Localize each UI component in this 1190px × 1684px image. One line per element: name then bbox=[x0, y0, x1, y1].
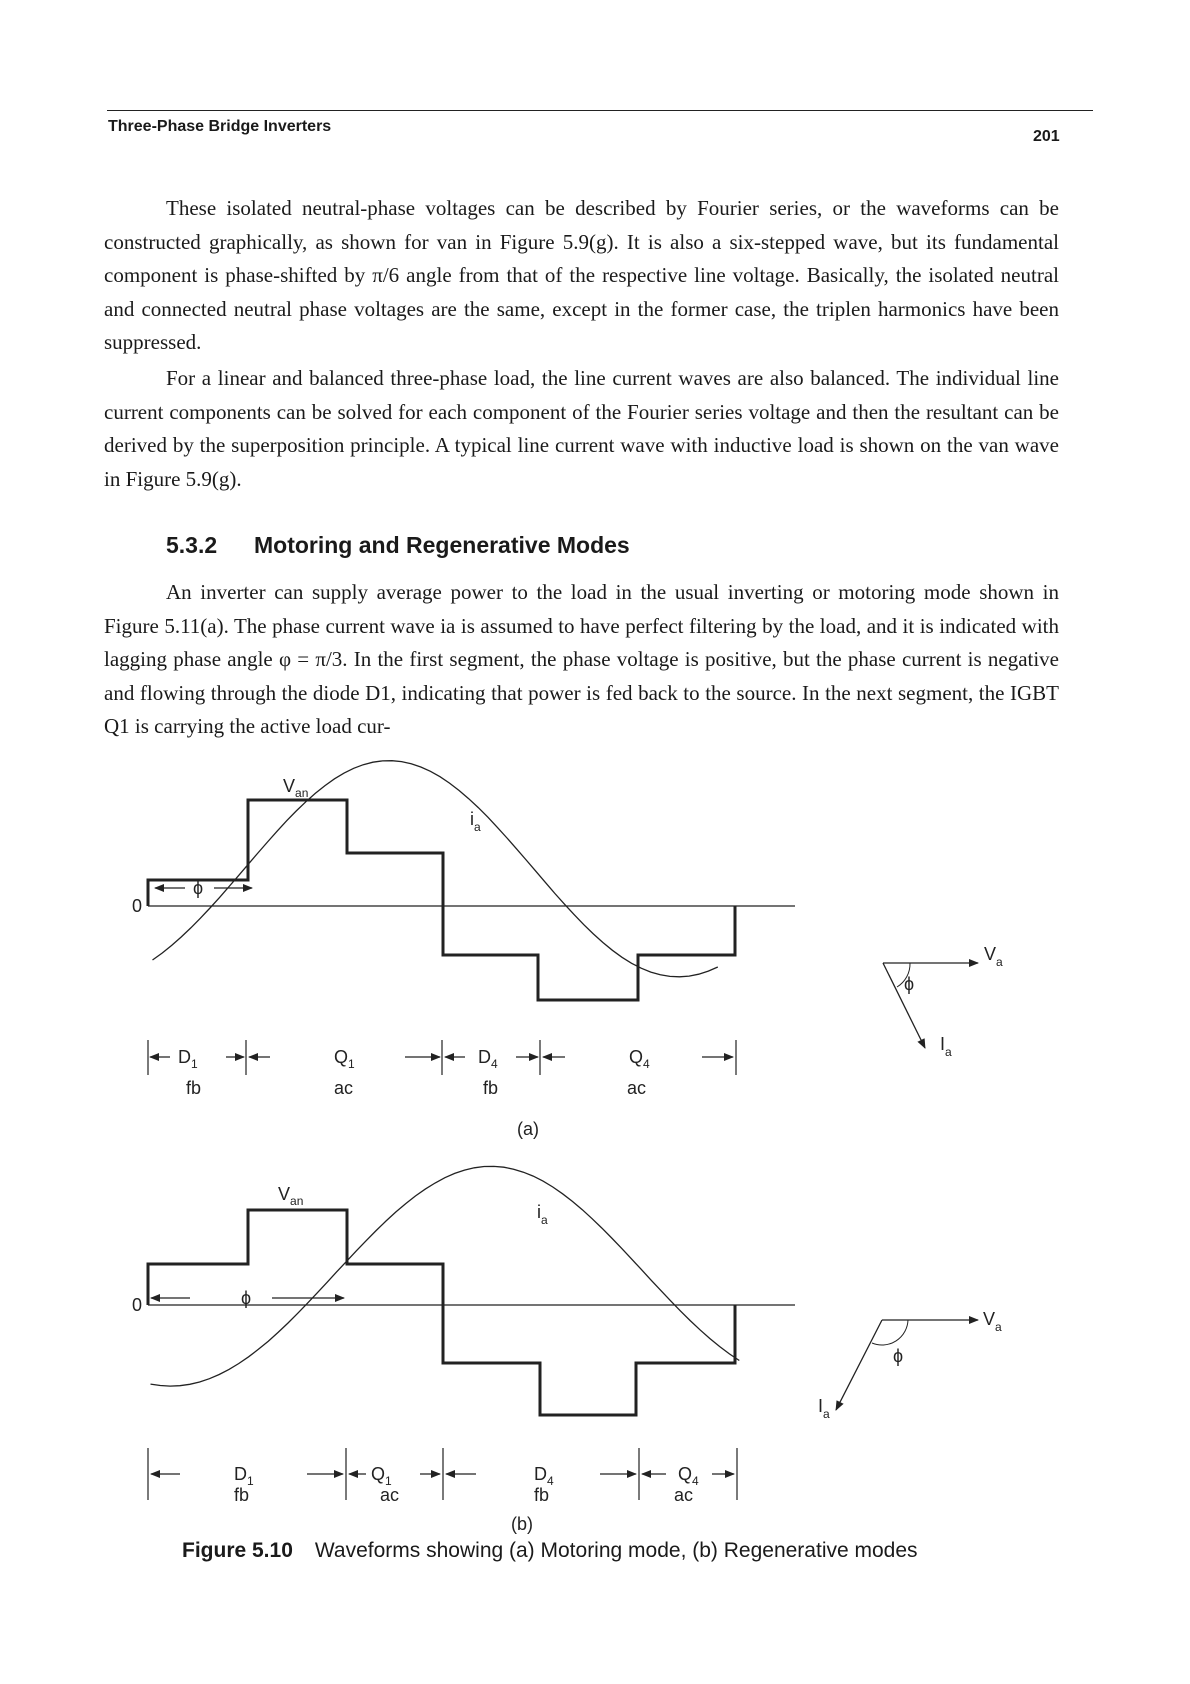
panel-a-van-label: $V_{an}$ bbox=[283, 776, 309, 800]
panel-b-seg-2-mode: ac bbox=[380, 1485, 400, 1505]
panel-b-seg-3-device: $D_4$ bbox=[534, 1464, 554, 1488]
panel-a-seg-3-device: $D_4$ bbox=[478, 1047, 498, 1071]
caption-label: Figure 5.10 bbox=[182, 1539, 293, 1562]
panel-a-seg-3-mode: fb bbox=[483, 1078, 499, 1098]
section-number: 5.3.2 bbox=[166, 532, 218, 558]
panel-b-seg-3-mode: fb bbox=[534, 1485, 550, 1505]
panel-b-phasor-ia bbox=[836, 1320, 882, 1410]
panel-b-van-wave bbox=[148, 1210, 735, 1415]
panel-a-seg-2-mode: ac bbox=[334, 1078, 354, 1098]
panel-b-ia-wave bbox=[151, 1166, 740, 1386]
panel-b-phi-label: ϕ bbox=[241, 1288, 252, 1308]
panel-b-origin: 0 bbox=[132, 1295, 143, 1315]
panel-a-seg-2-device: $Q_1$ bbox=[334, 1047, 355, 1071]
panel-a-phi-label: ϕ bbox=[193, 878, 204, 898]
paragraph-3: An inverter can supply average power to the load in the usual inverting or motoring mode shown in Figure 5.11(a). The phase current wave ia is assumed to have perfect filtering by the load, and it is indicated with lagging phase angle φ = π/3. In the first segment, the phase voltage is positive, but the phase current is negative and flowing through the diode D1, indicating that power is fed back to the source. In the next segment, the IGBT Q1 is carrying the active load cur- bbox=[104, 580, 1059, 738]
panel-a-phasor-phi: ϕ bbox=[904, 974, 915, 994]
panel-b-seg-2-device: $Q_1$ bbox=[371, 1464, 392, 1488]
running-head: Three-Phase Bridge Inverters bbox=[108, 118, 332, 135]
panel-a-seg-1-device: $D_1$ bbox=[178, 1047, 198, 1071]
panel-b-phasor bbox=[818, 1309, 1002, 1421]
panel-a-ia-wave bbox=[153, 761, 718, 977]
panel-a-origin: 0 bbox=[132, 896, 143, 916]
panel-b-phasor-ia-label: $I_a$ bbox=[818, 1396, 830, 1421]
page-number: 201 bbox=[1033, 128, 1060, 145]
caption-text: Waveforms showing (a) Motoring mode, (b) Regenerative modes bbox=[314, 1539, 918, 1562]
panel-b-van-label: $V_{an}$ bbox=[278, 1184, 304, 1208]
panel-b-seg-1-device: $D_1$ bbox=[234, 1464, 254, 1488]
paragraph-2: For a linear and balanced three-phase load, the line current waves are also balanced. The individual line current components can be solved for each component of the Fourier series voltage and then the resultant can be derived by the superposition principle. A typical line current wave with inductive load is shown on the van wave in Figure 5.9(g). bbox=[104, 366, 1059, 491]
panel-b-seg-1-mode: fb bbox=[234, 1485, 250, 1505]
panel-b-phasor-phi: ϕ bbox=[893, 1346, 904, 1366]
panel-a-phasor-ia-label: $I_a$ bbox=[940, 1034, 952, 1059]
panel-a-label: (a) bbox=[517, 1119, 539, 1139]
panel-a bbox=[132, 761, 1003, 1139]
panel-a-seg-1-mode: fb bbox=[186, 1078, 202, 1098]
panel-b-phasor-va-label: $V_a$ bbox=[983, 1309, 1002, 1334]
panel-a-phasor-va-label: $V_a$ bbox=[984, 944, 1003, 969]
panel-a-seg-4-mode: ac bbox=[627, 1078, 647, 1098]
panel-b bbox=[132, 1166, 1002, 1534]
panel-b-label: (b) bbox=[511, 1514, 533, 1534]
section-title: Motoring and Regenerative Modes bbox=[254, 532, 630, 558]
panel-a-seg-4-device: $Q_4$ bbox=[629, 1047, 650, 1071]
paragraph-1: These isolated neutral-phase voltages can be described by Fourier series, or the waveforms can be constructed graphically, as shown for van in Figure 5.9(g). It is also a six-stepped wave, but its fundamental component is phase-shifted by π/6 angle from that of the respective line voltage. Basically, the isolated neutral and connected neutral phase voltages are the same, except in the former case, the triplen harmonics have been suppressed. bbox=[104, 196, 1059, 354]
panel-b-ia-label: $i_a$ bbox=[537, 1202, 548, 1227]
panel-b-seg-4-mode: ac bbox=[674, 1485, 694, 1505]
figure-caption bbox=[182, 1539, 918, 1563]
panel-b-seg-4-device: $Q_4$ bbox=[678, 1464, 699, 1488]
panel-a-phasor bbox=[883, 944, 1003, 1059]
panel-a-ia-label: $i_a$ bbox=[470, 809, 481, 834]
